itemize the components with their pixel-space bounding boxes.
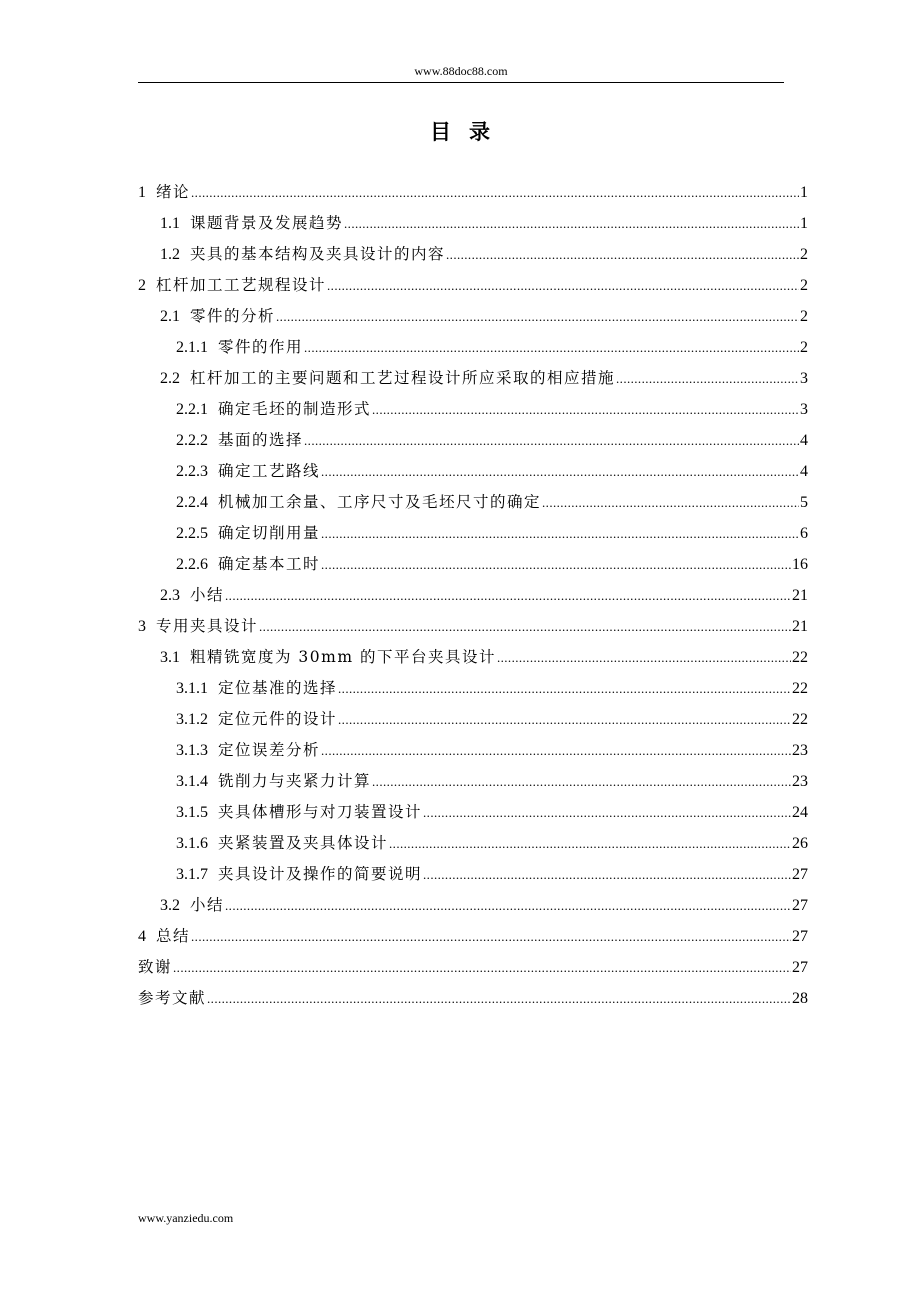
toc-entry-title: 绪论	[156, 183, 191, 201]
table-of-contents	[138, 177, 808, 1014]
toc-entry-title: 致谢	[138, 958, 173, 976]
toc-dot-leader	[542, 487, 799, 518]
toc-entry-title: 夹紧装置及夹具体设计	[218, 834, 389, 852]
toc-entry-title: 夹具设计及操作的简要说明	[218, 865, 423, 883]
toc-entry[interactable]	[138, 518, 808, 549]
toc-dot-leader	[338, 704, 791, 735]
toc-dot-leader	[344, 208, 799, 239]
toc-dot-leader	[423, 797, 791, 828]
toc-entry-number: 2.3	[160, 587, 180, 604]
toc-dot-leader	[304, 332, 799, 363]
toc-entry-title: 杠杆加工工艺规程设计	[156, 276, 327, 294]
toc-entry-page: 26	[792, 835, 808, 852]
toc-dot-leader	[616, 363, 799, 394]
toc-entry-number: 2.2.4	[176, 494, 208, 511]
toc-entry-page: 27	[792, 928, 808, 945]
toc-entry[interactable]	[138, 797, 808, 828]
toc-entry[interactable]	[138, 270, 808, 301]
toc-entry-page: 4	[800, 432, 808, 449]
toc-entry-title: 零件的分析	[190, 307, 276, 325]
toc-entry[interactable]	[138, 549, 808, 580]
toc-dot-leader	[423, 859, 791, 890]
toc-dot-leader	[304, 425, 799, 456]
toc-dot-leader	[372, 394, 799, 425]
toc-entry-page: 2	[800, 246, 808, 263]
toc-entry[interactable]	[138, 177, 808, 208]
toc-entry-number: 3.1.2	[176, 711, 208, 728]
toc-entry-number: 2.1	[160, 308, 180, 325]
toc-entry-page: 1	[800, 184, 808, 201]
toc-entry-title: 夹具体槽形与对刀装置设计	[218, 803, 423, 821]
toc-entry-title: 确定工艺路线	[218, 462, 321, 480]
toc-dot-leader	[173, 952, 791, 983]
toc-entry[interactable]	[138, 673, 808, 704]
toc-dot-leader	[497, 642, 791, 673]
toc-entry-page: 2	[800, 308, 808, 325]
toc-entry[interactable]	[138, 828, 808, 859]
toc-entry-page: 16	[792, 556, 808, 573]
toc-dot-leader	[446, 239, 799, 270]
toc-entry-page: 6	[800, 525, 808, 542]
toc-entry-number: 3.1.4	[176, 773, 208, 790]
toc-entry-page: 22	[792, 649, 808, 666]
toc-entry-page: 27	[792, 866, 808, 883]
toc-entry[interactable]	[138, 332, 808, 363]
toc-entry-page: 1	[800, 215, 808, 232]
toc-entry-number: 4	[138, 928, 146, 945]
toc-entry[interactable]	[138, 301, 808, 332]
toc-entry-title: 杠杆加工的主要问题和工艺过程设计所应采取的相应措施	[190, 369, 616, 387]
toc-entry-page: 2	[800, 277, 808, 294]
toc-entry-title: 夹具的基本结构及夹具设计的内容	[190, 245, 446, 263]
page-title: 目录	[430, 119, 508, 144]
toc-entry-page: 2	[800, 339, 808, 356]
toc-entry-page: 21	[792, 618, 808, 635]
toc-entry-title: 参考文献	[138, 989, 207, 1007]
toc-entry[interactable]	[138, 208, 808, 239]
toc-dot-leader	[259, 611, 791, 642]
toc-entry-title: 确定基本工时	[218, 555, 321, 573]
toc-entry[interactable]	[138, 580, 808, 611]
toc-entry-title: 基面的选择	[218, 431, 304, 449]
toc-entry[interactable]	[138, 890, 808, 921]
toc-entry[interactable]	[138, 704, 808, 735]
toc-dot-leader	[225, 890, 791, 921]
toc-entry-number: 1	[138, 184, 146, 201]
toc-entry-number: 3.1.6	[176, 835, 208, 852]
toc-entry[interactable]	[138, 611, 808, 642]
toc-entry[interactable]	[138, 921, 808, 952]
toc-dot-leader	[372, 766, 791, 797]
toc-entry-number: 1.2	[160, 246, 180, 263]
toc-dot-leader	[191, 177, 799, 208]
toc-entry-title: 专用夹具设计	[156, 617, 259, 635]
toc-entry-page: 5	[800, 494, 808, 511]
toc-entry-page: 28	[792, 990, 808, 1007]
toc-dot-leader	[321, 549, 791, 580]
toc-dot-leader	[191, 921, 791, 952]
toc-entry-number: 2.2.6	[176, 556, 208, 573]
toc-entry-number: 2.2.2	[176, 432, 208, 449]
toc-dot-leader	[225, 580, 791, 611]
toc-entry-number: 2.1.1	[176, 339, 208, 356]
toc-entry[interactable]	[138, 642, 808, 673]
toc-entry-title: 粗精铣宽度为 30mm 的下平台夹具设计	[190, 648, 496, 666]
toc-dot-leader	[327, 270, 799, 301]
toc-entry-title: 小结	[190, 896, 225, 914]
toc-entry[interactable]	[138, 766, 808, 797]
toc-entry[interactable]	[138, 983, 808, 1014]
toc-entry-page: 4	[800, 463, 808, 480]
toc-entry-number: 3.1.1	[176, 680, 208, 697]
toc-entry-title: 定位误差分析	[218, 741, 321, 759]
toc-entry-title: 确定切削用量	[218, 524, 321, 542]
toc-dot-leader	[321, 456, 799, 487]
header-rule	[138, 82, 784, 83]
toc-entry[interactable]	[138, 735, 808, 766]
toc-entry-page: 23	[792, 773, 808, 790]
toc-entry[interactable]	[138, 952, 808, 983]
header-url[interactable]: www.88doc88.com	[414, 64, 508, 78]
toc-entry-page: 27	[792, 897, 808, 914]
toc-entry[interactable]	[138, 394, 808, 425]
toc-entry-number: 2.2.5	[176, 525, 208, 542]
toc-entry-title: 总结	[156, 927, 191, 945]
toc-entry-number: 2.2.3	[176, 463, 208, 480]
toc-entry[interactable]	[138, 456, 808, 487]
toc-entry-page: 21	[792, 587, 808, 604]
toc-dot-leader	[207, 983, 791, 1014]
toc-entry-title: 定位基准的选择	[218, 679, 338, 697]
toc-entry-page: 24	[792, 804, 808, 821]
toc-entry[interactable]	[138, 363, 808, 394]
toc-entry-page: 3	[800, 401, 808, 418]
toc-entry-number: 2.2	[160, 370, 180, 387]
toc-entry-number: 3.2	[160, 897, 180, 914]
toc-entry-title: 铣削力与夹紧力计算	[218, 772, 372, 790]
toc-dot-leader	[389, 828, 791, 859]
toc-entry-page: 22	[792, 680, 808, 697]
toc-entry-number: 3.1.7	[176, 866, 208, 883]
toc-entry-number: 3	[138, 618, 146, 635]
toc-entry-page: 3	[800, 370, 808, 387]
toc-entry-title: 确定毛坯的制造形式	[218, 400, 372, 418]
toc-entry-number: 3.1.5	[176, 804, 208, 821]
toc-entry-title: 零件的作用	[218, 338, 304, 356]
toc-dot-leader	[276, 301, 799, 332]
toc-entry-page: 22	[792, 711, 808, 728]
toc-entry-title: 课题背景及发展趋势	[190, 214, 344, 232]
toc-entry-number: 2	[138, 277, 146, 294]
toc-dot-leader	[321, 735, 791, 766]
toc-entry[interactable]	[138, 487, 808, 518]
toc-entry-number: 1.1	[160, 215, 180, 232]
toc-entry[interactable]	[138, 859, 808, 890]
toc-entry-number: 3.1	[160, 649, 180, 666]
toc-entry-page: 23	[792, 742, 808, 759]
toc-entry-title: 定位元件的设计	[218, 710, 338, 728]
toc-dot-leader	[321, 518, 799, 549]
toc-dot-leader	[338, 673, 791, 704]
toc-entry-number: 2.2.1	[176, 401, 208, 418]
toc-entry[interactable]	[138, 425, 808, 456]
toc-entry-title: 小结	[190, 586, 225, 604]
toc-entry[interactable]	[138, 239, 808, 270]
toc-entry-title: 机械加工余量、工序尺寸及毛坯尺寸的确定	[218, 493, 542, 511]
toc-entry-number: 3.1.3	[176, 742, 208, 759]
toc-entry-page: 27	[792, 959, 808, 976]
footer-url[interactable]: www.yanziedu.com	[138, 1211, 234, 1225]
